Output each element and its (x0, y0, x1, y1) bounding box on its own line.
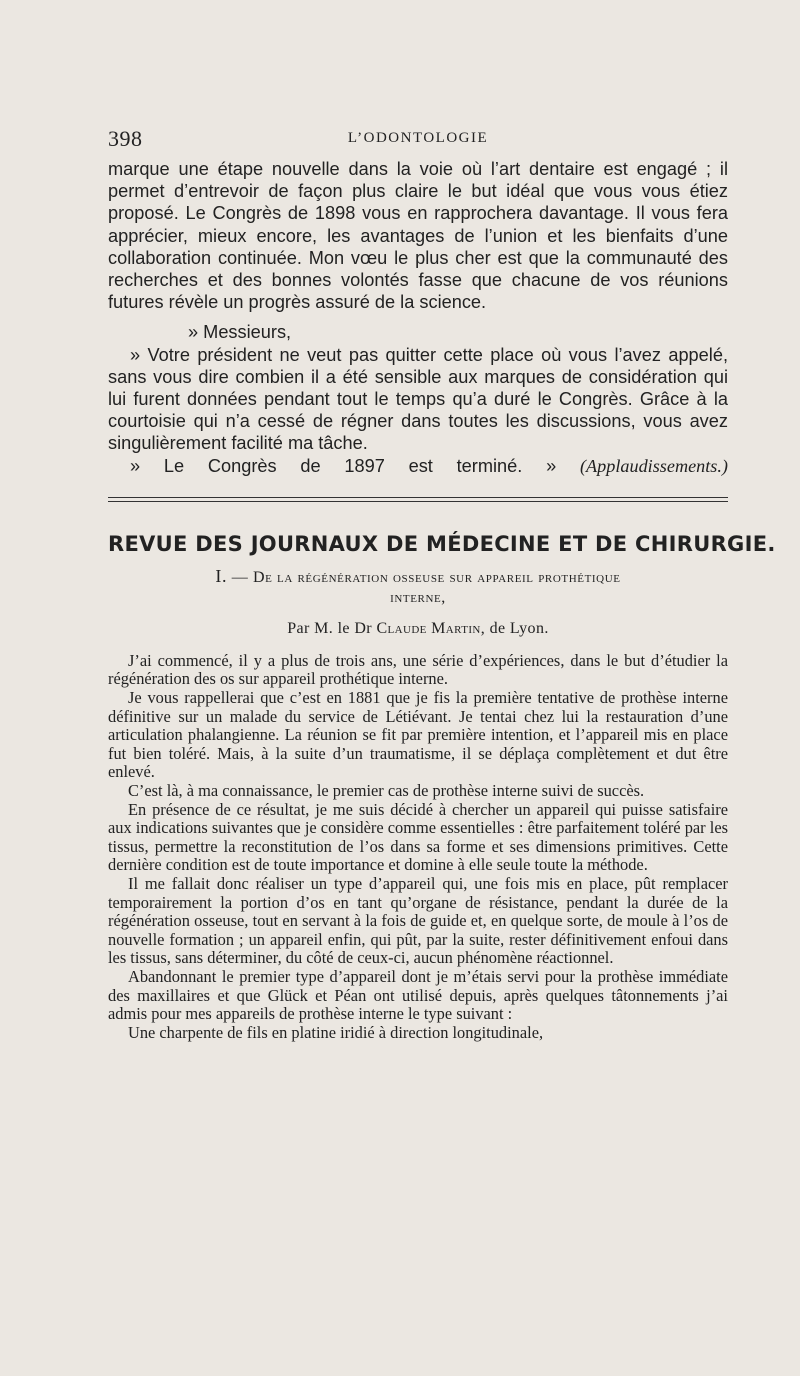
divider-line (108, 501, 728, 502)
section-title: REVUE DES JOURNAUX DE MÉDECINE ET DE CHIRURGIE. (108, 531, 776, 556)
article-paragraph: Il me fallait donc réaliser un type d’appareil qui, une fois mis en place, pût remplacer temporairement la portion d’os en tant qu’organe de résistance, pendant la durée de la régénération osseuse, tout en servant à la fois de guide et, en quelque sorte, de moule à l’os de nouvelle formation ; un appareil enfin, qui pût, par la suite, rester définitivement enfoui dans les tissus, sans déterminer, du côté de ceux-ci, aucun phénomène réactionnel. (108, 873, 728, 968)
article-paragraph: C’est là, à ma connaissance, le premier cas de prothèse interne suivi de succès. (128, 781, 645, 800)
article-byline (108, 620, 728, 638)
running-head (108, 126, 728, 154)
speech-paragraph: marque une étape nouvelle dans la voie où l’art dentaire est engagé ; il permet d’entrevoir de façon plus claire le but idéal que vous vous étiez proposé. Le Congrès de 1898 vous en rapprochera davantage. Il vous fera apprécier, mieux encore, les avantages de l’union et les bienfaits d’une collaboration continuée. Mon vœu le plus cher est que la communauté des recherches et des bonnes volontés fasse que chacune de vos réunions futures révèle un progrès assuré de la science. (108, 159, 728, 313)
byline-prefix: Par M. le Dr (287, 619, 373, 637)
article-number: I. (215, 565, 228, 586)
article-title (108, 566, 728, 608)
article-title-line-2: interne, (390, 588, 446, 606)
closing-text: » Le Congrès de 1897 est terminé. » (130, 455, 557, 476)
article-paragraph: En présence de ce résultat, je me suis décidé à chercher un appareil qui puisse satisfaire aux indications suivantes que je considère comme essentielles : être parfaitement toléré par les tissus, permettre la reconstitution de l’os dans sa forme et ses dimensions primitives. Cette dernière condition est de toute importance et domine à elle seule toute la méthode. (108, 799, 728, 875)
journal-title: L’ODONTOLOGIE (347, 130, 489, 146)
closing-speech (108, 158, 728, 477)
article-dash: — (231, 568, 249, 586)
article-body (108, 652, 728, 1042)
article-title-line-1: De la régénération osseuse sur appareil prothétique (252, 568, 621, 586)
divider-line (108, 497, 728, 498)
article-paragraph: Je vous rappellerai que c’est en 1881 que je fis la première tentative de prothèse interne définitive sur un malade du service de Létiévant. Je tentai chez lui la restauration d’une articulation phalangienne. La réunion se fit par première intention, et l’appareil mis en place fut bien toléré. Mais, à la suite d’un traumatisme, il se déplaça complètement et dut être enlevé. (108, 688, 728, 782)
page-number: 398 (108, 126, 143, 151)
byline-suffix: de Lyon. (489, 619, 549, 637)
article-paragraph: Une charpente de fils en platine iridié à direction longitudinale, (128, 1022, 544, 1042)
speech-paragraph: » Votre président ne veut pas quitter cette place où vous l’avez appelé, sans vous dire combien il a été sensible aux marques de considération qui lui furent données pendant tout le temps qu’a duré le Congrès. Grâce à la courtoisie qui n’a cessé de régner dans toutes les discussions, vous avez singulièrement facilité ma tâche. (108, 344, 728, 454)
closing-line (108, 455, 728, 477)
article-paragraph: Abandonnant le premier type d’appareil dont je m’étais servi pour la prothèse immédiate des maxillaires et que Glück et Péan ont utilisé depuis, après quelques tâtonnements j’ai admis pour mes appareils de prothèse interne le type suivant : (108, 966, 728, 1024)
salutation: » Messieurs, (188, 322, 292, 343)
author-name: Claude Martin, (376, 619, 486, 637)
article-paragraph: J’ai commencé, il y a plus de trois ans, une série d’expériences, dans le but d’étudier la régénération des os sur appareil prothétique interne. (108, 650, 728, 689)
applause-note: (Applaudissements.) (579, 455, 728, 476)
section-divider (108, 497, 728, 502)
